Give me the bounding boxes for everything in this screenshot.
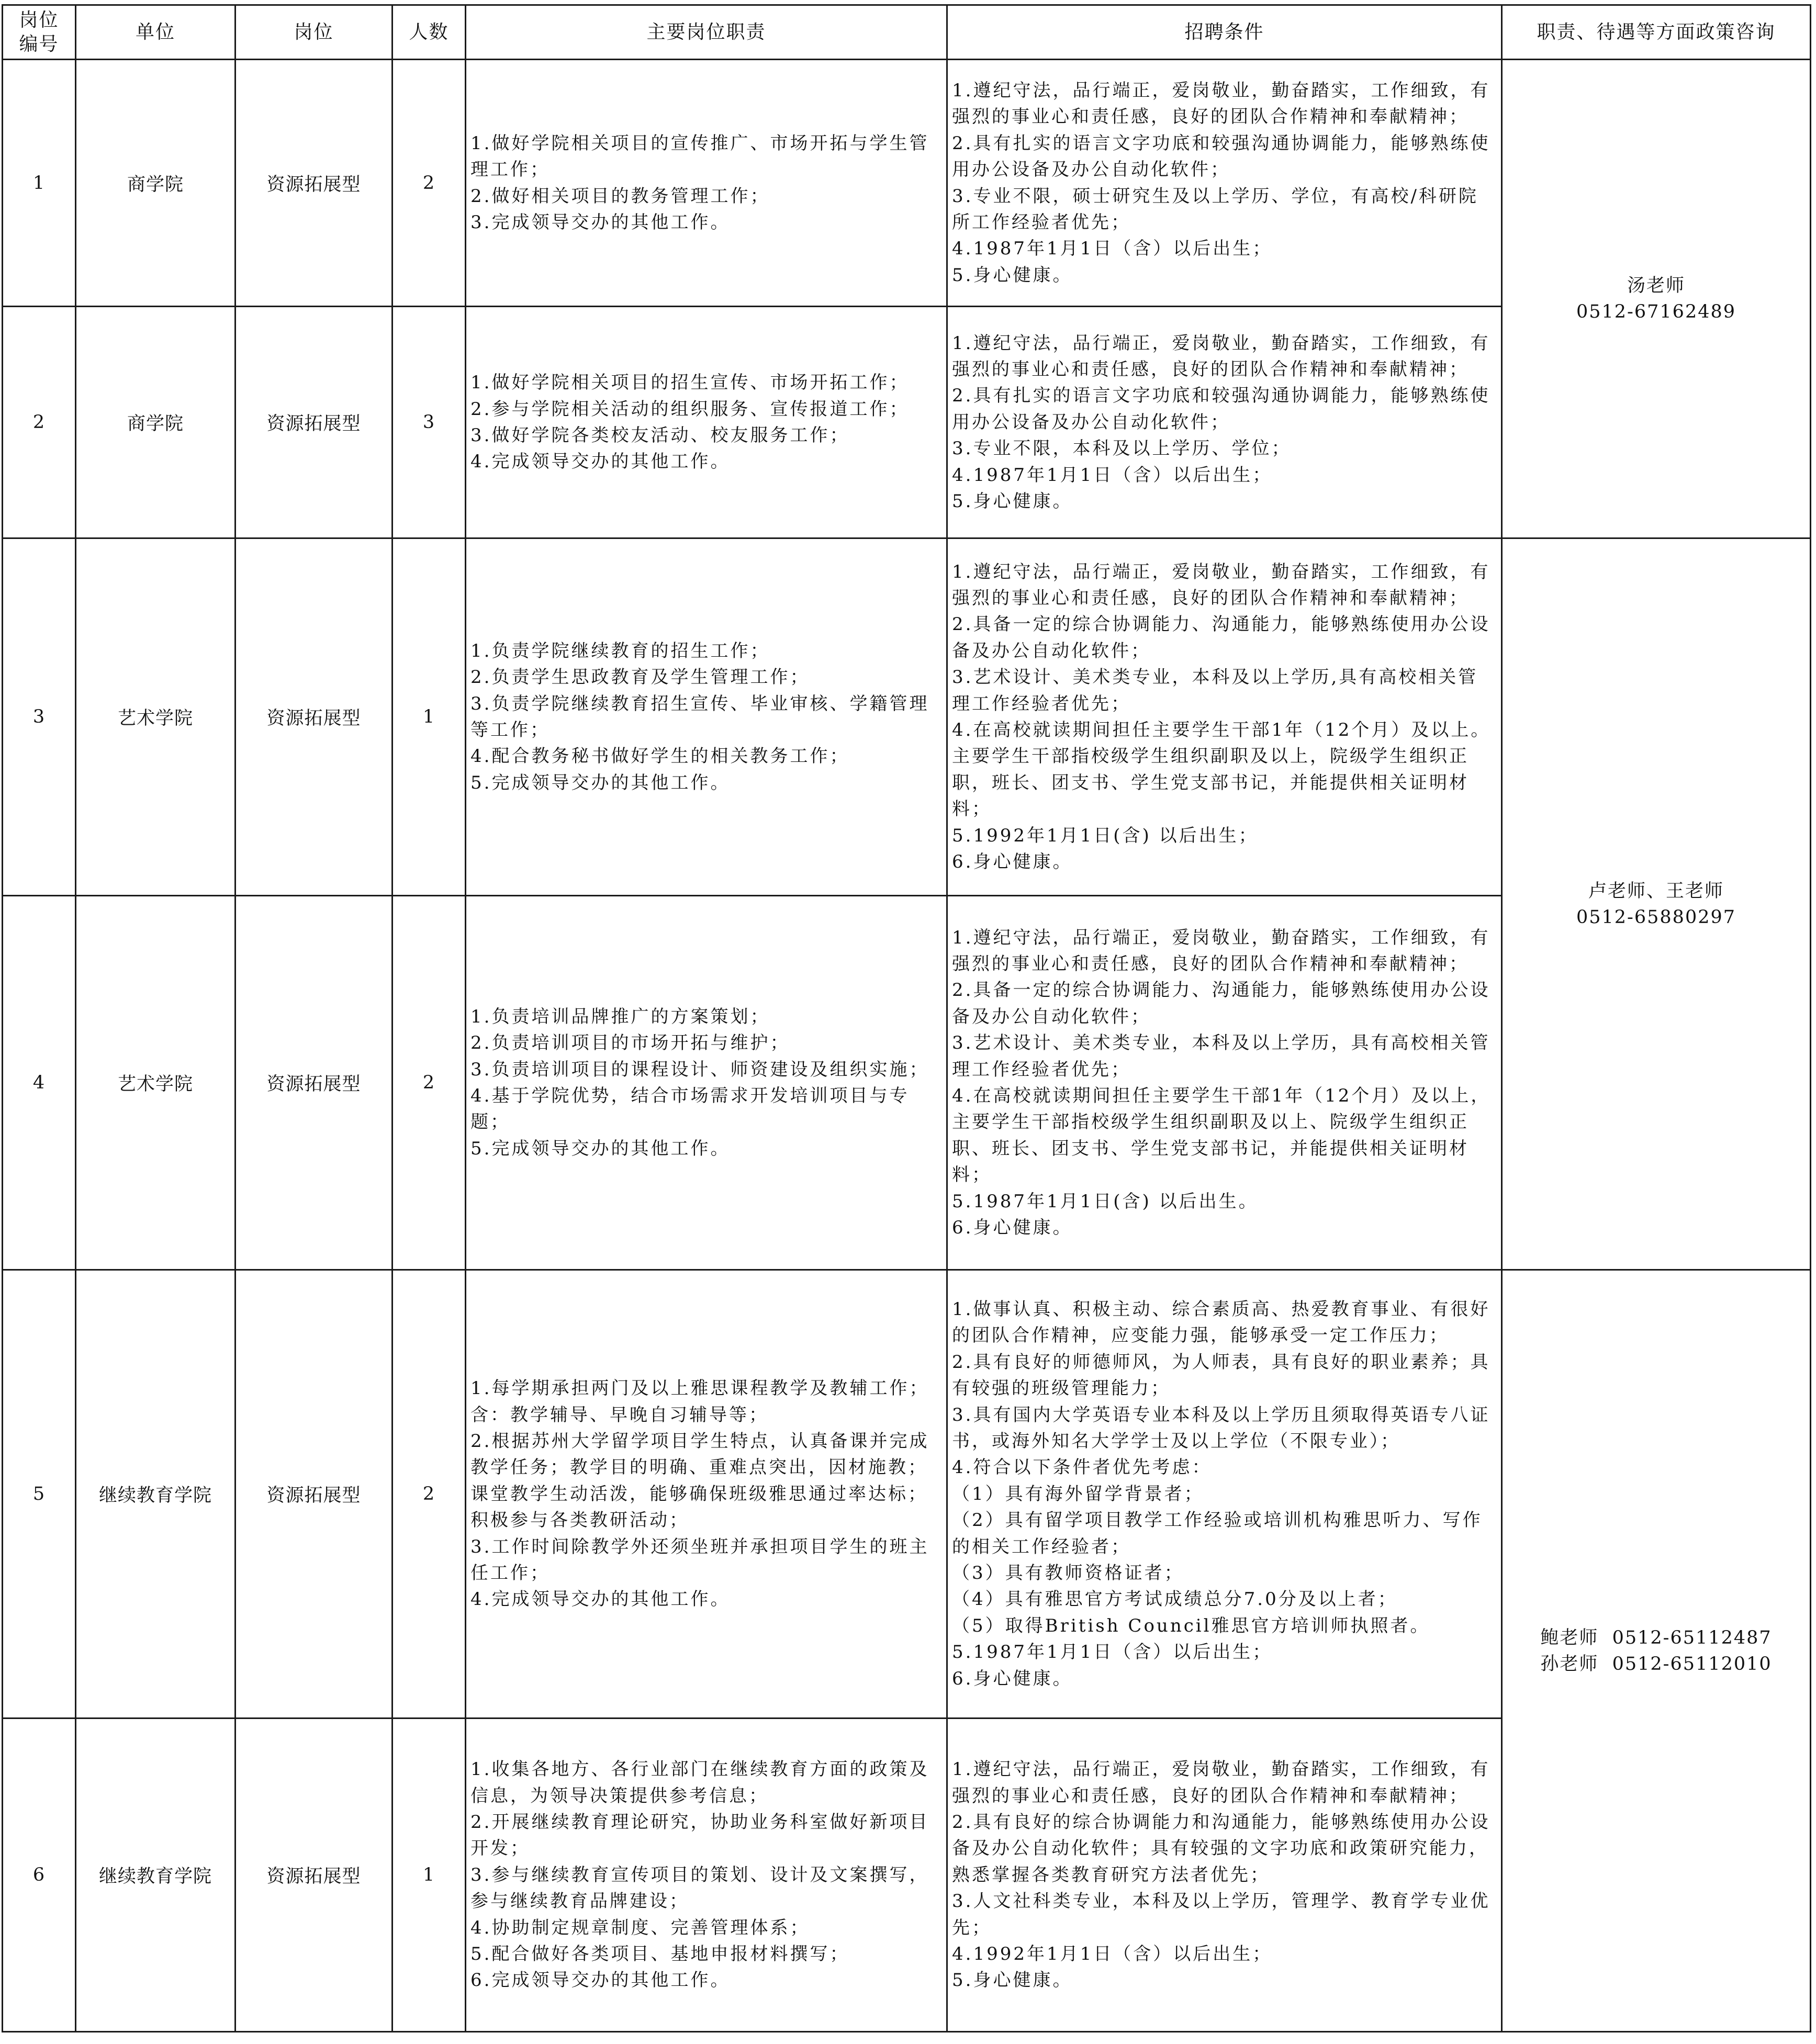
header-requirements: 招聘条件: [947, 5, 1502, 60]
duties-text: 1.收集各地方、各行业部门在继续教育方面的政策及信息，为领导决策提供参考信息； 2.开展继续教育理论研究，协助业务科室做好新项目开发； 3.参与继续教育宣传项目的策划、设计及文案撰写，参与继续教育品牌建设； 4.协助制定规章制度、完善管理体系； 5.配合做好各类项目、基地申报材料撰写； 6.完成领导交办的其他工作。: [470, 1759, 929, 1991]
header-duties: 主要岗位职责: [466, 5, 947, 60]
requirements-cell: [947, 538, 1502, 896]
requirements-cell: [947, 1270, 1502, 1719]
post-id-cell: 2: [3, 307, 76, 538]
requirements-cell: [947, 896, 1502, 1270]
contact-text: 汤老师 0512-67162489: [1576, 275, 1736, 322]
duties-cell: [466, 307, 947, 538]
post-id-cell: 1: [3, 60, 76, 307]
post-id-cell: 5: [3, 1270, 76, 1719]
header-contact: 职责、待遇等方面政策咨询: [1502, 5, 1811, 60]
header-row: [3, 5, 1811, 60]
duties-cell: [466, 1719, 947, 2032]
unit-cell: 商学院: [76, 60, 236, 307]
post-type-cell: 资源拓展型: [236, 307, 393, 538]
post-type-cell: 资源拓展型: [236, 1270, 393, 1719]
contact-cell: [1502, 538, 1811, 1270]
unit-cell: 商学院: [76, 307, 236, 538]
header-post: 岗位: [236, 5, 393, 60]
requirements-text: 1.做事认真、积极主动、综合素质高、热爱教育事业、有很好的团队合作精神，应变能力强，能够承受一定工作压力； 2.具有良好的师德师风，为人师表，具有良好的职业素养；具有较强的班级管理能力； 3.具有国内大学英语专业本科及以上学历且须取得英语专八证书，或海外知名大学学士及以上学位（不限专业）； 4.符合以下条件者优先考虑： （1）具有海外留学背景者； （2）具有留学项目教学工作经验或培训机构雅思听力、写作的相关工作经验者； （3）具有教师资格证者； （4）具有雅思官方考试成绩总分7.0分及以上者； （5）取得British Council雅思官方培训师执照者。 5.1987年1月1日（含）以后出生； 6.身心健康。: [952, 1298, 1490, 1689]
post-type-cell: 资源拓展型: [236, 1719, 393, 2032]
unit-cell: 继续教育学院: [76, 1719, 236, 2032]
recruitment-table: [2, 4, 1811, 2032]
contact-cell: [1502, 60, 1811, 538]
requirements-cell: [947, 60, 1502, 307]
headcount-cell: 2: [393, 60, 466, 307]
table-row: [3, 1270, 1811, 1719]
post-type-cell: 资源拓展型: [236, 896, 393, 1270]
unit-cell: 继续教育学院: [76, 1270, 236, 1719]
requirements-cell: [947, 307, 1502, 538]
duties-text: 1.做好学院相关项目的招生宣传、市场开拓工作； 2.参与学院相关活动的组织服务、宣传报道工作； 3.做好学院各类校友活动、校友服务工作； 4.完成领导交办的其他工作。: [470, 372, 910, 473]
headcount-cell: 1: [393, 1719, 466, 2032]
duties-cell: [466, 60, 947, 307]
duties-text: 1.负责学院继续教育的招生工作； 2.负责学生思政教育及学生管理工作； 3.负责学院继续教育招生宣传、毕业审核、学籍管理等工作； 4.配合教务秘书做好学生的相关教务工作； 5.完成领导交办的其他工作。: [470, 640, 929, 793]
requirements-text: 1.遵纪守法，品行端正，爱岗敬业，勤奋踏实，工作细致，有强烈的事业心和责任感，良好的团队合作精神和奉献精神； 2.具备一定的综合协调能力、沟通能力，能够熟练使用办公设备及办公自动化软件； 3.艺术设计、美术类专业，本科及以上学历,具有高校相关管理工作经验者优先； 4.在高校就读期间担任主要学生干部1年（12个月）及以上。主要学生干部指校级学生组织副职及以上，院级学生组织正职，班长、团支书、学生党支部书记，并能提供相关证明材料； 5.1992年1月1日(含) 以后出生； 6.身心健康。: [952, 561, 1491, 873]
post-id-cell: 6: [3, 1719, 76, 2032]
contact-text: 鲍老师 0512-65112487 孙老师 0512-65112010: [1540, 1627, 1772, 1675]
unit-cell: 艺术学院: [76, 538, 236, 896]
table-row: [3, 60, 1811, 307]
requirements-text: 1.遵纪守法，品行端正，爱岗敬业，勤奋踏实，工作细致，有强烈的事业心和责任感，良好的团队合作精神和奉献精神； 2.具备一定的综合协调能力、沟通能力，能够熟练使用办公设备及办公自动化软件； 3.艺术设计、美术类专业，本科及以上学历，具有高校相关管理工作经验者优先； 4.在高校就读期间担任主要学生干部1年（12个月）及以上，主要学生干部指校级学生组织副职及以上、院级学生组织正职、班长、团支书、学生党支部书记，并能提供相关证明材料； 5.1987年1月1日(含) 以后出生。 6.身心健康。: [952, 927, 1491, 1239]
duties-text: 1.负责培训品牌推广的方案策划； 2.负责培训项目的市场开拓与维护； 3.负责培训项目的课程设计、师资建设及组织实施； 4.基于学院优势，结合市场需求开发培训项目与专题； 5.完成领导交办的其他工作。: [470, 1006, 929, 1159]
duties-cell: [466, 896, 947, 1270]
headcount-cell: 1: [393, 538, 466, 896]
post-type-cell: 资源拓展型: [236, 538, 393, 896]
duties-cell: [466, 1270, 947, 1719]
post-id-cell: 4: [3, 896, 76, 1270]
contact-cell: [1502, 1270, 1811, 2032]
headcount-cell: 2: [393, 896, 466, 1270]
post-type-cell: 资源拓展型: [236, 60, 393, 307]
requirements-text: 1.遵纪守法，品行端正，爱岗敬业，勤奋踏实，工作细致，有强烈的事业心和责任感，良好的团队合作精神和奉献精神； 2.具有扎实的语言文字功底和较强沟通协调能力，能够熟练使用办公设备及办公自动化软件； 3.专业不限，硕士研究生及以上学历、学位，有高校/科研院所工作经验者优先； 4.1987年1月1日（含）以后出生； 5.身心健康。: [952, 80, 1490, 286]
header-unit: 单位: [76, 5, 236, 60]
header-post-id: 岗位 编号: [3, 5, 76, 60]
headcount-cell: 2: [393, 1270, 466, 1719]
post-id-cell: 3: [3, 538, 76, 896]
duties-text: 1.做好学院相关项目的宣传推广、市场开拓与学生管理工作； 2.做好相关项目的教务管理工作； 3.完成领导交办的其他工作。: [470, 132, 929, 233]
header-count: 人数: [393, 5, 466, 60]
unit-cell: 艺术学院: [76, 896, 236, 1270]
requirements-text: 1.遵纪守法，品行端正，爱岗敬业，勤奋踏实，工作细致，有强烈的事业心和责任感，良好的团队合作精神和奉献精神； 2.具有良好的综合协调能力和沟通能力，能够熟练使用办公设备及办公自动化软件；具有较强的文字功底和政策研究能力，熟悉掌握各类教育研究方法者优先； 3.人文社科类专业，本科及以上学历，管理学、教育学专业优先； 4.1992年1月1日（含）以后出生； 5.身心健康。: [952, 1759, 1490, 1991]
duties-text: 1.每学期承担两门及以上雅思课程教学及教辅工作；含：教学辅导、早晚自习辅导等； 2.根据苏州大学留学项目学生特点，认真备课并完成教学任务；教学目的明确、重难点突出，因材施教；课堂教学生动活泼，能够确保班级雅思通过率达标；积极参与各类教研活动； 3.工作时间除教学外还须坐班并承担项目学生的班主任工作； 4.完成领导交办的其他工作。: [470, 1378, 929, 1610]
headcount-cell: 3: [393, 307, 466, 538]
contact-text: 卢老师、王老师 0512-65880297: [1576, 880, 1736, 928]
table-row: [3, 538, 1811, 896]
requirements-text: 1.遵纪守法，品行端正，爱岗敬业，勤奋踏实，工作细致，有强烈的事业心和责任感，良好的团队合作精神和奉献精神； 2.具有扎实的语言文字功底和较强沟通协调能力，能够熟练使用办公设备及办公自动化软件； 3.专业不限，本科及以上学历、学位； 4.1987年1月1日（含）以后出生； 5.身心健康。: [952, 332, 1490, 512]
duties-cell: [466, 538, 947, 896]
requirements-cell: [947, 1719, 1502, 2032]
